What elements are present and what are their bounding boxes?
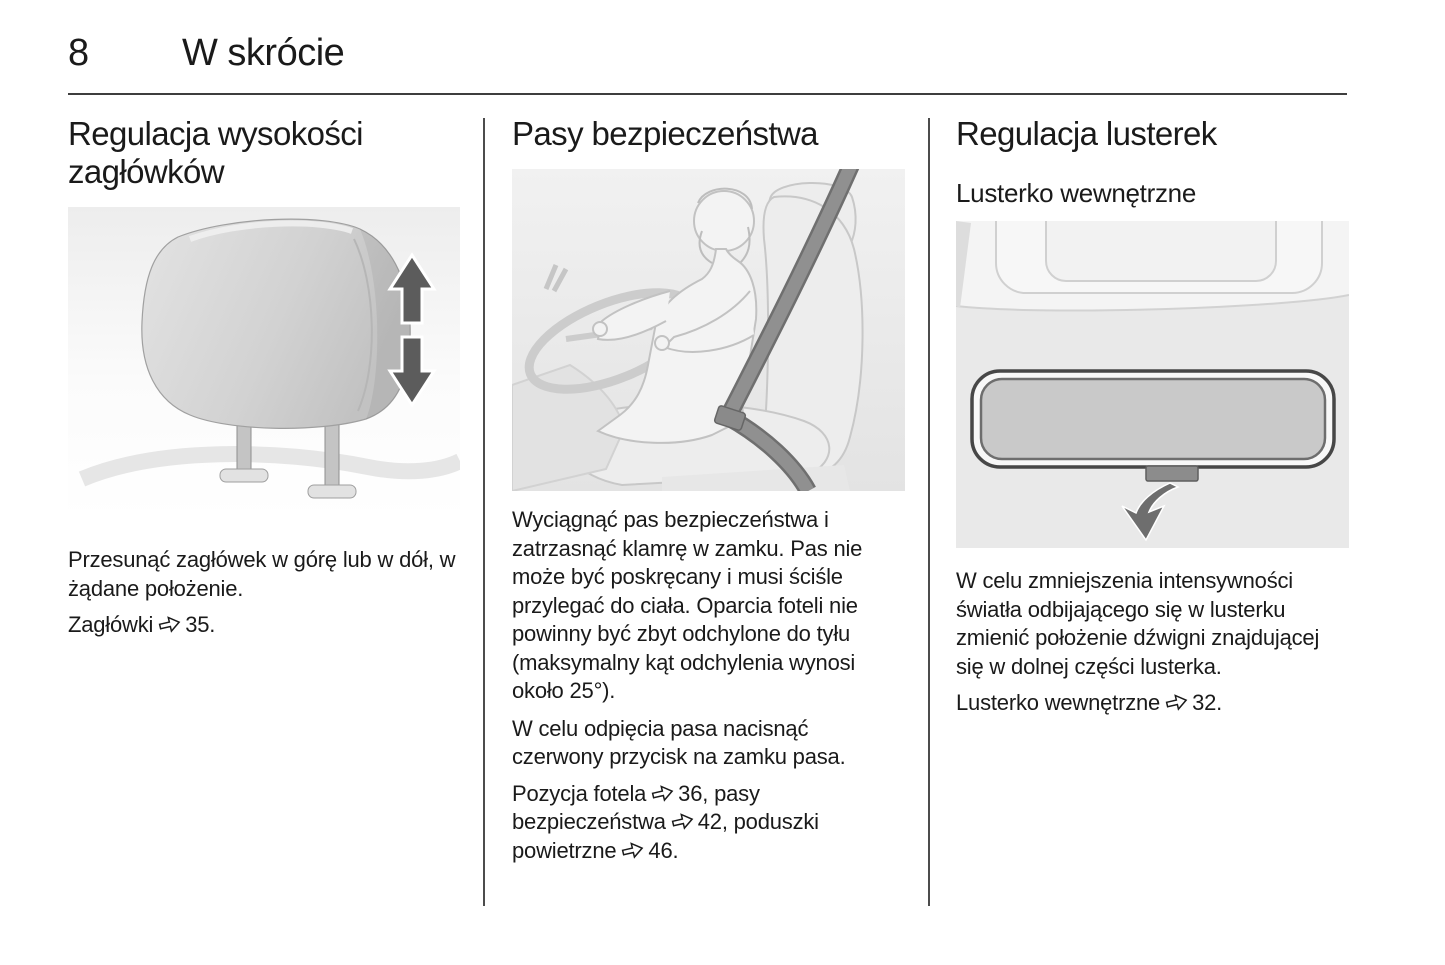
reference-page: 46.	[648, 837, 679, 863]
paragraph: W celu zmniejszenia intensywności światła odbijającego się w lusterku zmienić położenie dźwigni znajdującej się w dolnej części lusterka.	[956, 568, 1320, 679]
reference-label: Pozycja fotela	[512, 780, 647, 806]
section-mirror-adjustment	[956, 115, 1350, 718]
section-title: Regulacja lusterek	[956, 115, 1217, 152]
page-reference-arrow-icon	[671, 812, 694, 831]
page-reference-arrow-icon	[651, 784, 674, 803]
column-divider-right	[928, 118, 930, 906]
reference-page: 32.	[1192, 690, 1223, 715]
headrest-illustration	[68, 207, 462, 525]
reference-label: Zagłówki	[68, 612, 154, 637]
anti-dazzle-lever	[1146, 466, 1198, 481]
paragraph: Wyciągnąć pas bezpieczeństwa i zatrzasnąć klamrę w zamku. Pas nie może być poskręcany i musi ściśle przylegać do ciała. Oparcia foteli nie powinny być zbyt odchylone do tyłu (maksymalny kąt odchylenia wynosi około 25°).	[512, 507, 863, 703]
rear-view-mirror	[972, 371, 1334, 467]
header-rule	[68, 93, 1347, 95]
section-seat-belts	[512, 115, 905, 865]
reference-page: 35.	[185, 612, 216, 637]
cross-reference	[956, 689, 1350, 718]
paragraph: Przesunąć zagłówek w górę lub w dół, w żądane położenie.	[68, 547, 456, 601]
section-subtitle: Lusterko wewnętrzne	[956, 178, 1196, 208]
page-reference-arrow-icon	[1165, 693, 1188, 712]
seat-belt-illustration	[512, 169, 905, 496]
page-reference-arrow-icon	[621, 841, 644, 860]
reference-label: Lusterko wewnętrzne	[956, 690, 1161, 715]
page-reference-arrow-icon	[158, 615, 181, 634]
column-divider-left	[483, 118, 485, 906]
cross-reference	[512, 780, 905, 866]
chapter-title: W skrócie	[182, 32, 345, 74]
page-number: 8	[68, 32, 90, 74]
section-headrest-height-adjustment	[68, 115, 462, 640]
section-title: Regulacja wysokości zagłówków	[68, 115, 363, 190]
headrest-cushion	[142, 219, 410, 428]
paragraph: W celu odpięcia pasa nacisnąć czerwony przycisk na zamku pasa.	[512, 715, 846, 769]
mirror-glass	[981, 379, 1325, 459]
interior-mirror-illustration	[956, 221, 1350, 553]
cross-reference	[68, 611, 462, 640]
section-title: Pasy bezpieczeństwa	[512, 115, 818, 152]
reference-label: 42, poduszki powietrzne	[512, 809, 819, 863]
roof-headliner-outline	[956, 221, 1349, 310]
reference-label: 36, pasy bezpieczeństwa	[512, 780, 760, 834]
